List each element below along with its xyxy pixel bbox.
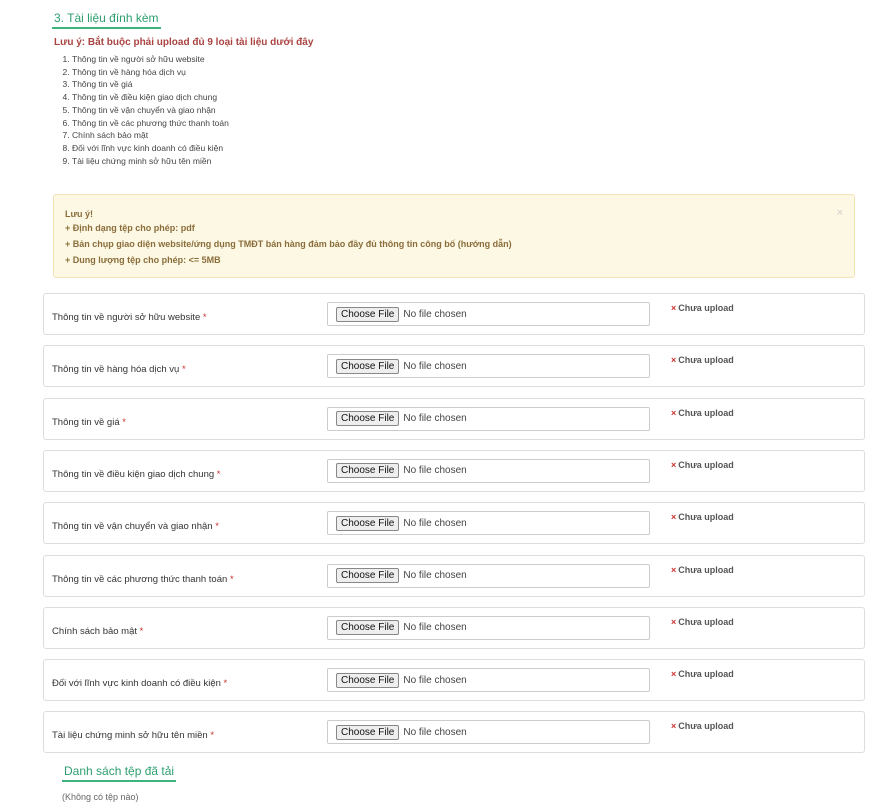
choose-file-button[interactable]: Choose File <box>336 725 399 740</box>
file-name: No file chosen <box>403 360 467 372</box>
choose-file-button[interactable]: Choose File <box>336 307 399 322</box>
required-mark: * <box>210 730 215 742</box>
status-text: Chưa upload <box>678 407 734 418</box>
file-name: No file chosen <box>403 674 467 686</box>
upload-label <box>52 521 219 532</box>
x-icon: × <box>671 459 677 470</box>
file-input[interactable] <box>327 302 650 326</box>
x-icon: × <box>671 616 677 627</box>
upload-row <box>43 607 865 649</box>
alert-format: + Định dạng tệp cho phép: pdf <box>65 223 195 233</box>
upload-row <box>43 450 865 492</box>
upload-row <box>43 711 865 753</box>
choose-file-button[interactable]: Choose File <box>336 463 399 478</box>
upload-label-text: Thông tin về vận chuyển và giao nhận <box>52 521 213 533</box>
status-text: Chưa upload <box>678 459 734 470</box>
file-input[interactable] <box>327 720 650 744</box>
choose-file-button[interactable]: Choose File <box>336 411 399 426</box>
upload-label-text: Tài liệu chứng minh sở hữu tên miền <box>52 730 208 742</box>
upload-label <box>52 417 126 428</box>
file-input[interactable] <box>327 407 650 431</box>
upload-status <box>671 669 734 679</box>
upload-warning: Lưu ý: Bắt buộc phải upload đủ 9 loại tài liệu dưới đây <box>54 37 314 48</box>
alert-screenshot: + Bản chụp giao diện website/ứng dụng TMĐT bán hàng đảm bảo đầy đủ thông tin công bố (hướng dẫn) <box>65 239 512 249</box>
file-input[interactable] <box>327 616 650 640</box>
x-icon: × <box>671 564 677 575</box>
required-doc-item: 8. Đối với lĩnh vực kinh doanh có điều kiện <box>72 142 229 155</box>
required-mark: * <box>181 364 186 376</box>
x-icon: × <box>671 721 677 732</box>
upload-label <box>52 730 214 741</box>
file-input[interactable] <box>327 564 650 588</box>
upload-status <box>671 303 734 313</box>
upload-label <box>52 364 186 375</box>
upload-status <box>671 512 734 522</box>
required-doc-item: 1. Thông tin về người sở hữu website <box>72 53 229 66</box>
file-input[interactable] <box>327 354 650 378</box>
info-alert <box>53 194 855 278</box>
upload-status <box>671 408 734 418</box>
required-mark: * <box>216 468 221 480</box>
upload-label-text: Thông tin về điều kiện giao dịch chung <box>52 468 215 480</box>
upload-label-text: Thông tin về các phương thức thanh toán <box>52 573 228 585</box>
upload-label <box>52 574 234 585</box>
upload-label <box>52 312 207 323</box>
upload-label <box>52 469 220 480</box>
upload-row <box>43 555 865 597</box>
upload-label-text: Đối với lĩnh vực kinh doanh có điều kiện <box>52 678 221 690</box>
required-doc-item: 5. Thông tin về vận chuyển và giao nhận <box>72 104 229 117</box>
required-doc-item: 9. Tài liệu chứng minh sở hữu tên miền <box>72 155 229 168</box>
upload-row <box>43 502 865 544</box>
file-name: No file chosen <box>403 413 467 425</box>
status-text: Chưa upload <box>678 721 734 732</box>
required-docs-list <box>60 53 229 167</box>
required-doc-item: 6. Thông tin về các phương thức thanh toán <box>72 117 229 130</box>
status-text: Chưa upload <box>678 512 734 523</box>
upload-row <box>43 659 865 701</box>
file-name: No file chosen <box>403 726 467 738</box>
required-mark: * <box>215 521 219 533</box>
required-mark: * <box>139 625 144 637</box>
choose-file-button[interactable]: Choose File <box>336 359 399 374</box>
uploaded-files-title: Danh sách tệp đã tải <box>62 764 176 782</box>
choose-file-button[interactable]: Choose File <box>336 516 399 531</box>
status-text: Chưa upload <box>678 564 734 575</box>
x-icon: × <box>671 407 677 418</box>
file-input[interactable] <box>327 511 650 535</box>
alert-size: + Dung lượng tệp cho phép: <= 5MB <box>65 255 221 265</box>
choose-file-button[interactable]: Choose File <box>336 620 399 635</box>
x-icon: × <box>671 303 677 313</box>
required-mark: * <box>229 573 234 585</box>
upload-label-text: Chính sách bảo mật <box>52 625 138 637</box>
required-doc-item: 3. Thông tin về giá <box>72 78 229 91</box>
upload-label-text: Thông tin về người sở hữu website <box>52 312 201 323</box>
status-text: Chưa upload <box>678 303 734 313</box>
upload-status <box>671 617 734 627</box>
upload-row <box>43 293 865 335</box>
uploaded-files-empty: (Không có tệp nào) <box>62 792 139 802</box>
x-icon: × <box>671 669 677 680</box>
required-doc-item: 4. Thông tin về điều kiện giao dịch chung <box>72 91 229 104</box>
x-icon: × <box>671 355 677 366</box>
upload-label <box>52 678 227 689</box>
file-name: No file chosen <box>403 570 467 581</box>
alert-title: Lưu ý! <box>65 209 94 219</box>
file-name: No file chosen <box>403 465 467 477</box>
close-icon[interactable]: × <box>836 207 843 219</box>
file-name: No file chosen <box>403 308 467 320</box>
upload-status <box>671 721 734 731</box>
file-name: No file chosen <box>403 622 467 634</box>
status-text: Chưa upload <box>678 616 734 627</box>
file-name: No file chosen <box>403 517 467 529</box>
upload-label-text: Thông tin về giá <box>52 416 120 428</box>
section-title: 3. Tài liệu đính kèm <box>52 11 161 29</box>
upload-row <box>43 398 865 440</box>
upload-row <box>43 345 865 387</box>
required-doc-item: 2. Thông tin về hàng hóa dịch vụ <box>72 66 229 79</box>
required-mark: * <box>202 312 207 323</box>
x-icon: × <box>671 512 677 523</box>
required-doc-item: 7. Chính sách bảo mật <box>72 129 229 142</box>
required-mark: * <box>223 678 228 690</box>
upload-status <box>671 355 734 365</box>
file-input[interactable] <box>327 459 650 483</box>
choose-file-button[interactable]: Choose File <box>336 568 399 583</box>
upload-status <box>671 565 734 575</box>
status-text: Chưa upload <box>678 669 734 680</box>
required-mark: * <box>122 416 126 428</box>
file-input[interactable] <box>327 668 650 692</box>
choose-file-button[interactable]: Choose File <box>336 673 399 688</box>
upload-label-text: Thông tin về hàng hóa dịch vụ <box>52 364 180 376</box>
upload-status <box>671 460 734 470</box>
status-text: Chưa upload <box>678 355 734 366</box>
upload-label <box>52 626 143 637</box>
